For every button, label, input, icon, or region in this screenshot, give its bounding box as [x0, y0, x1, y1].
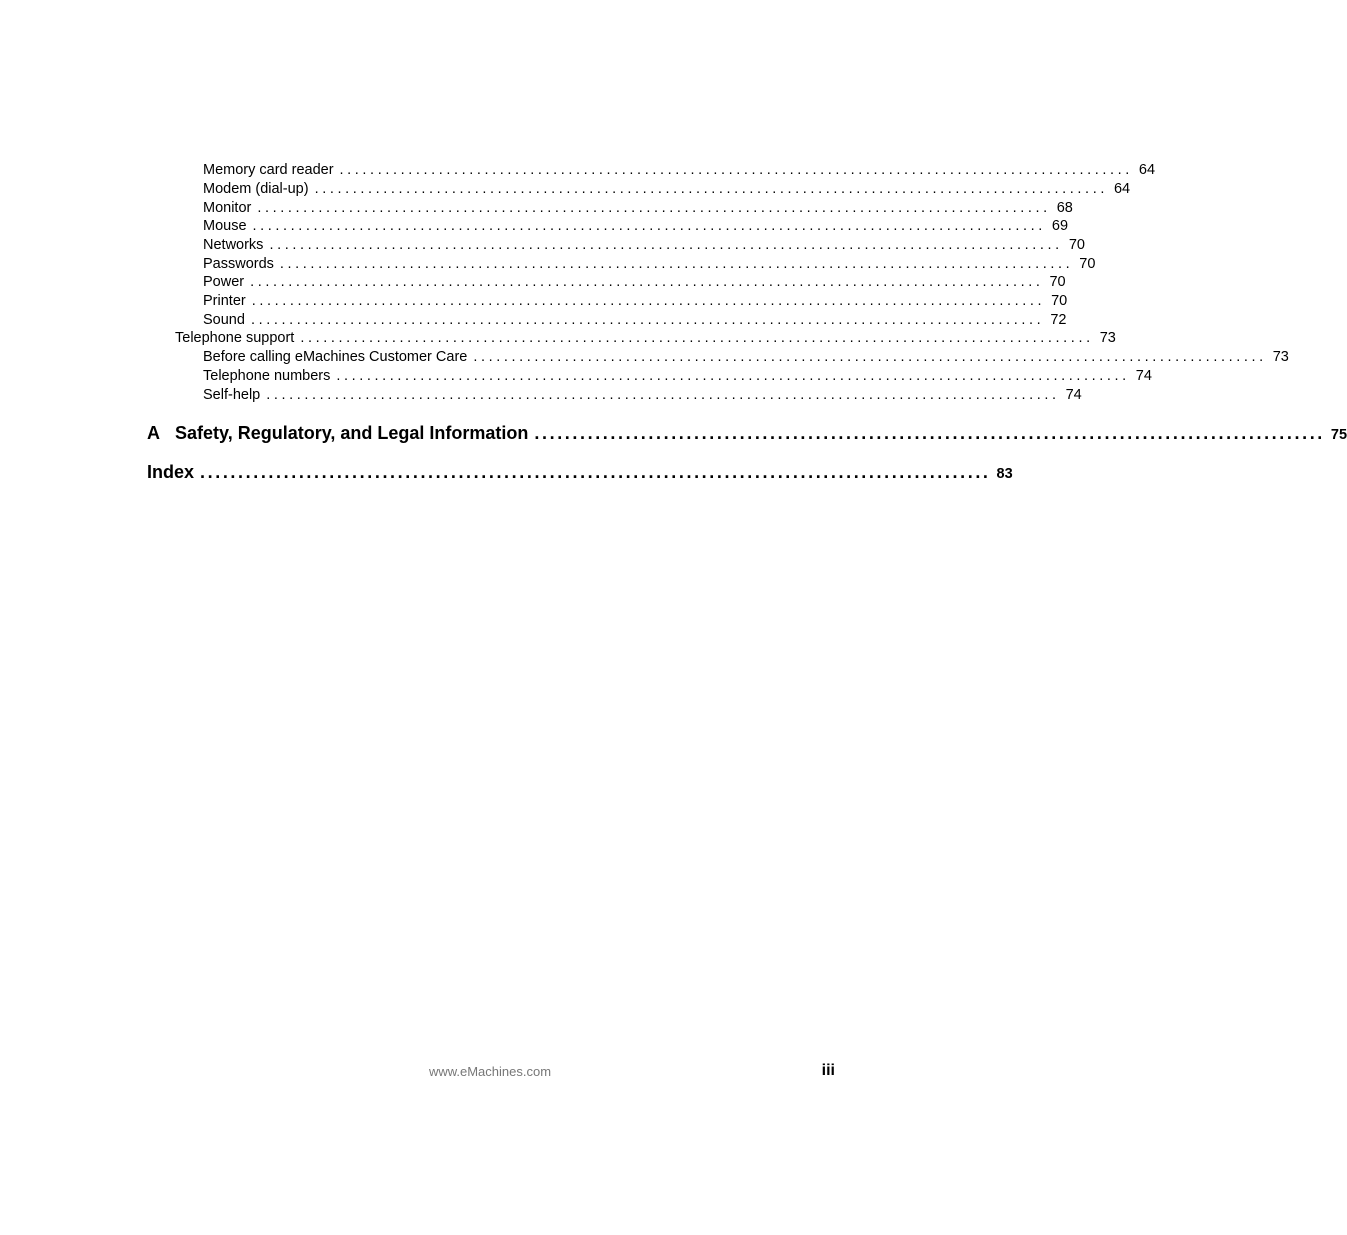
- toc-entry-label: Modem (dial-up): [203, 181, 309, 197]
- toc-entry-networks[interactable]: [203, 237, 1085, 253]
- toc-entry-mouse[interactable]: [203, 218, 1069, 234]
- toc-entry-page: 70: [1068, 237, 1085, 253]
- dot-leader: ........................................................................................................: [279, 256, 1074, 272]
- toc-entry-memory-card-reader[interactable]: [203, 162, 1156, 178]
- toc-entry-label: Memory card reader: [203, 162, 334, 178]
- toc-entry-passwords[interactable]: [203, 256, 1096, 272]
- dot-leader: ........................................................................................................: [314, 181, 1108, 197]
- toc-entry-page: 74: [1065, 387, 1082, 403]
- toc-entry-printer[interactable]: [203, 293, 1068, 309]
- toc-entry-monitor[interactable]: [203, 200, 1073, 216]
- dot-leader: ........................................................................................................: [534, 423, 1325, 443]
- toc-entry-index[interactable]: [147, 462, 1013, 483]
- toc-entry-label: Self-help: [203, 387, 261, 403]
- toc-entry-label: Mouse: [203, 218, 247, 234]
- appendix-title: Safety, Regulatory, and Legal Information: [175, 423, 529, 443]
- toc-entry-before-calling[interactable]: [203, 349, 1289, 365]
- dot-leader: ........................................................................................................: [251, 293, 1046, 309]
- toc-entry-page: 68: [1056, 200, 1073, 216]
- dot-leader: ........................................................................................................: [257, 200, 1051, 216]
- toc-entry-label: Networks: [203, 237, 264, 253]
- dot-leader: ........................................................................................................: [339, 162, 1133, 178]
- toc-entry-label: Index: [147, 462, 195, 482]
- appendix-letter: A: [147, 423, 160, 443]
- toc-entry-page: 64: [1113, 181, 1131, 197]
- dot-leader: ........................................................................................................: [269, 237, 1063, 253]
- toc-entry-page: 73: [1099, 330, 1116, 346]
- toc-entry-page: 70: [1079, 256, 1096, 272]
- toc-entry-label: Passwords: [203, 256, 274, 272]
- toc-entry-page: 75: [1330, 427, 1347, 443]
- dot-leader: ........................................................................................................: [200, 462, 991, 482]
- toc-entry-telephone-support[interactable]: [175, 330, 1116, 346]
- toc-entry-appendix-a[interactable]: [147, 423, 1347, 444]
- toc-entry-label: Telephone numbers: [203, 368, 331, 384]
- toc-entry-label: Before calling eMachines Customer Care: [203, 349, 468, 365]
- toc-entry-modem[interactable]: [203, 181, 1131, 197]
- toc-entry-page: 74: [1135, 368, 1152, 384]
- toc-entry-label: [147, 423, 528, 444]
- footer-url: www.eMachines.com: [428, 1064, 552, 1079]
- toc-entry-page: 69: [1051, 218, 1069, 234]
- toc-entry-label: Power: [203, 274, 245, 290]
- toc-entry-page: 72: [1050, 312, 1067, 328]
- toc-entry-page: 73: [1272, 349, 1289, 365]
- dot-leader: ........................................................................................................: [250, 274, 1044, 290]
- dot-leader: ........................................................................................................: [250, 312, 1045, 328]
- toc-entry-label: Telephone support: [175, 330, 295, 346]
- toc-entry-self-help[interactable]: [203, 387, 1082, 403]
- dot-leader: ........................................................................................................: [473, 349, 1267, 365]
- toc-entry-label: Sound: [203, 312, 245, 328]
- footer-page-number: iii: [821, 1062, 835, 1079]
- toc-entry-label: Monitor: [203, 200, 252, 216]
- toc-entry-sound[interactable]: [203, 312, 1067, 328]
- toc-entry-label: Printer: [203, 293, 246, 309]
- dot-leader: ........................................................................................................: [252, 218, 1046, 234]
- toc-entry-power[interactable]: [203, 274, 1066, 290]
- dot-leader: ........................................................................................................: [300, 330, 1094, 346]
- dot-leader: ........................................................................................................: [266, 387, 1060, 403]
- toc-entry-telephone-numbers[interactable]: [203, 368, 1152, 384]
- toc-entry-page: 70: [1051, 293, 1068, 309]
- dot-leader: ........................................................................................................: [336, 368, 1130, 384]
- toc-entry-page: 70: [1049, 274, 1066, 290]
- toc-entry-page: 64: [1138, 162, 1156, 178]
- toc-entry-page: 83: [996, 466, 1013, 482]
